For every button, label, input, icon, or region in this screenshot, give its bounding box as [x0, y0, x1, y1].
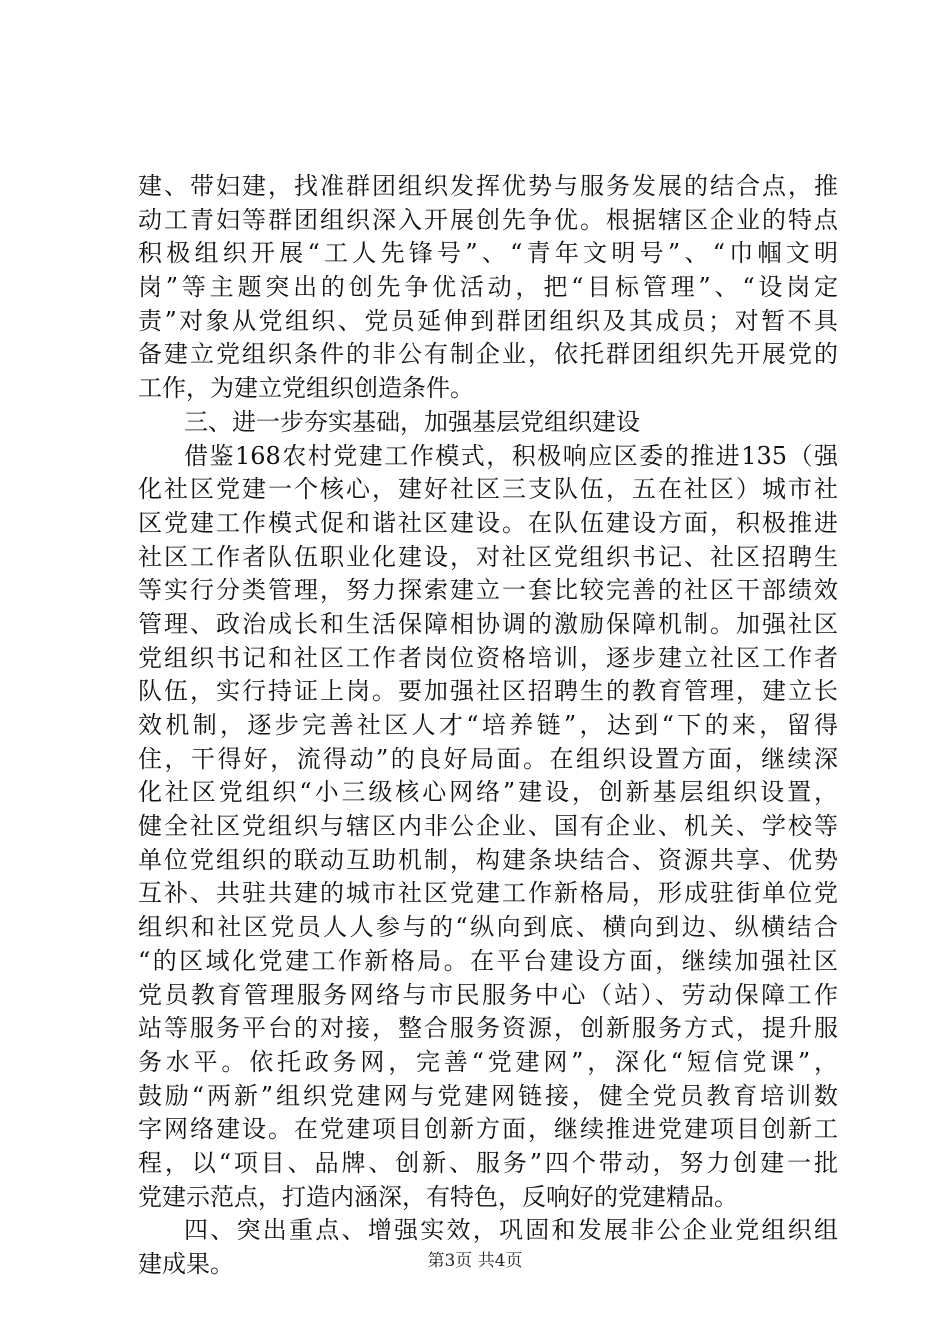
text-line: 互补、共驻共建的城市社区党建工作新格局，形成驻街单位党	[138, 879, 838, 908]
text-line: 区党建工作模式促和谐社区建设。在队伍建设方面，积极推进	[138, 508, 838, 537]
text-line: “的区域化党建工作新格局。在平台建设方面，继续加强社区	[138, 946, 838, 975]
text-line: 借鉴168农村党建工作模式，积极响应区委的推进135（强	[184, 441, 838, 470]
text-line: 住，干得好，流得动”的良好局面。在组织设置方面，继续深	[138, 744, 838, 773]
text-line: 字网络建设。在党建项目创新方面，继续推进党建项目创新工	[138, 1115, 838, 1144]
text-line: 效机制，逐步完善社区人才“培养链”，达到“下的来，留得	[138, 711, 838, 739]
text-line: 单位党组织的联动互助机制，构建条块结合、资源共享、优势	[138, 845, 838, 874]
body-text	[138, 170, 838, 1282]
text-line: 工作，为建立党组织创造条件。	[138, 374, 474, 403]
text-line: 党组织书记和社区工作者岗位资格培训，逐步建立社区工作者	[138, 643, 838, 672]
text-line: 建成果。	[138, 1250, 234, 1278]
text-line: 队伍，实行持证上岗。要加强社区招聘生的教育管理，建立长	[138, 677, 838, 706]
text-line: 管理、政治成长和生活保障相协调的激励保障机制。加强社区	[138, 609, 838, 638]
text-line: 等实行分类管理，努力探索建立一套比较完善的社区干部绩效	[138, 576, 838, 605]
text-line: 动工青妇等群团组织深入开展创先争优。根据辖区企业的特点	[138, 205, 838, 234]
text-line: 党建示范点，打造内涵深，有特色，反响好的党建精品。	[138, 1182, 738, 1211]
text-line: 务水平。依托政务网，完善“党建网”，深化“短信党课”，	[138, 1047, 838, 1076]
section-heading: 三、进一步夯实基础，加强基层党组织建设	[184, 407, 640, 436]
text-line: 备建立党组织条件的非公有制企业，依托群团组织先开展党的	[138, 340, 838, 369]
text-line: 健全社区党组织与辖区内非公企业、国有企业、机关、学校等	[138, 812, 838, 841]
text-line: 站等服务平台的对接，整合服务资源，创新服务方式，提升服	[138, 1014, 838, 1043]
text-line: 化社区党组织“小三级核心网络”建设，创新基层组织设置，	[138, 778, 838, 807]
section-heading: 四、突出重点、增强实效，巩固和发展非公企业党组织组	[184, 1216, 838, 1245]
text-line: 积极组织开展“工人先锋号”、“青年文明号”、“巾帼文明	[138, 239, 838, 268]
text-line: 程，以“项目、品牌、创新、服务”四个带动，努力创建一批	[138, 1148, 838, 1177]
text-line: 鼓励“两新”组织党建网与党建网链接，健全党员教育培训数	[138, 1081, 838, 1110]
text-line: 岗”等主题突出的创先争优活动，把“目标管理”、“设岗定	[138, 273, 838, 302]
page-number-footer: 第3页 共4页	[427, 1251, 523, 1271]
text-line: 组织和社区党员人人参与的“纵向到底、横向到边、纵横结合	[138, 913, 838, 942]
text-line: 化社区党建一个核心，建好社区三支队伍，五在社区）城市社	[138, 475, 838, 504]
text-line: 建、带妇建，找准群团组织发挥优势与服务发展的结合点，推	[138, 172, 838, 200]
text-line: 责”对象从党组织、党员延伸到群团组织及其成员；对暂不具	[138, 306, 838, 335]
text-line: 社区工作者队伍职业化建设，对社区党组织书记、社区招聘生	[138, 542, 838, 571]
text-line: 党员教育管理服务网络与市民服务中心（站）、劳动保障工作	[138, 980, 838, 1009]
